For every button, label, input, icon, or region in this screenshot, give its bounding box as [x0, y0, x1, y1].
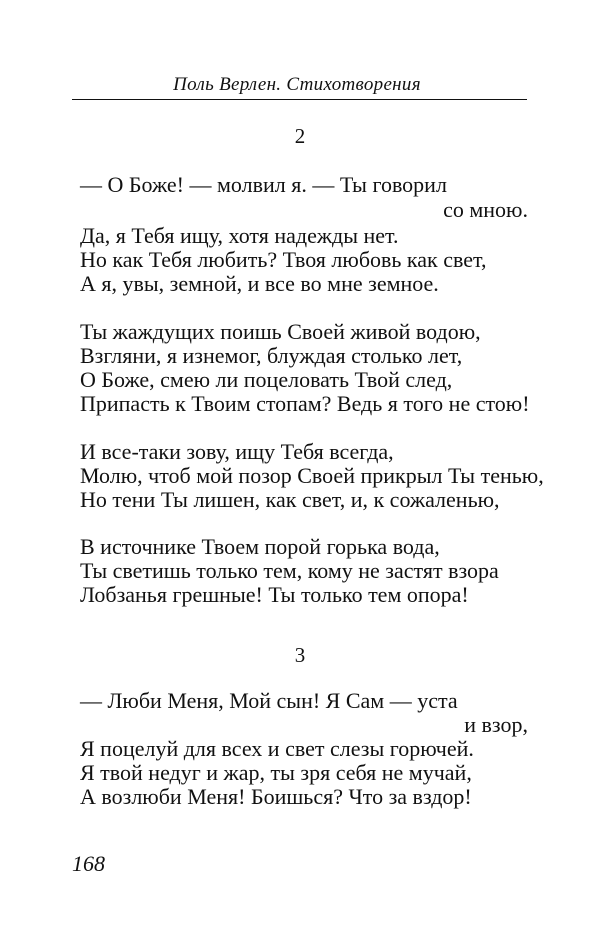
verse-line: Молю, чтоб мой позор Своей прикрыл Ты тенью, [80, 463, 544, 488]
running-head: Поль Верлен. Стихотворения [173, 74, 421, 95]
verse-line: О Боже, смею ли поцеловать Твой след, [80, 367, 453, 392]
verse-line: — О Боже! — молвил я. — Ты говорил [80, 172, 447, 197]
verse-line-continuation: со мною. [443, 197, 528, 222]
verse-line: Но тени Ты лишен, как свет, и, к сожаленью, [80, 487, 500, 512]
verse-line: Да, я Тебя ищу, хотя надежды нет. [80, 223, 399, 248]
section-number: 2 [294, 124, 306, 148]
section-number: 3 [294, 643, 306, 667]
page-number: 168 [72, 851, 105, 876]
verse-line: А возлюби Меня! Боишься? Что за вздор! [80, 784, 472, 809]
header-rule [72, 99, 527, 100]
verse-line: Но как Тебя любить? Твоя любовь как свет, [80, 247, 487, 272]
verse-line: Я твой недуг и жар, ты зря себя не мучай, [80, 760, 472, 785]
verse-line: И все-таки зову, ищу Тебя всегда, [80, 439, 394, 464]
verse-line: В источнике Твоем порой горька вода, [80, 534, 440, 559]
verse-line: Я поцелуй для всех и свет слезы горючей. [80, 736, 474, 761]
verse-line: А я, увы, земной, и все во мне земное. [80, 271, 439, 296]
verse-line: — Люби Меня, Мой сын! Я Сам — уста [80, 688, 458, 713]
verse-line-continuation: и взор, [464, 712, 528, 737]
verse-line: Ты жаждущих поишь Своей живой водою, [80, 319, 481, 344]
verse-line: Припасть к Твоим стопам? Ведь я того не стою! [80, 391, 530, 416]
verse-line: Лобзанья грешные! Ты только тем опора! [80, 582, 469, 607]
verse-line: Ты светишь только тем, кому не застят взора [80, 558, 499, 583]
verse-line: Взгляни, я изнемог, блуждая столько лет, [80, 343, 463, 368]
